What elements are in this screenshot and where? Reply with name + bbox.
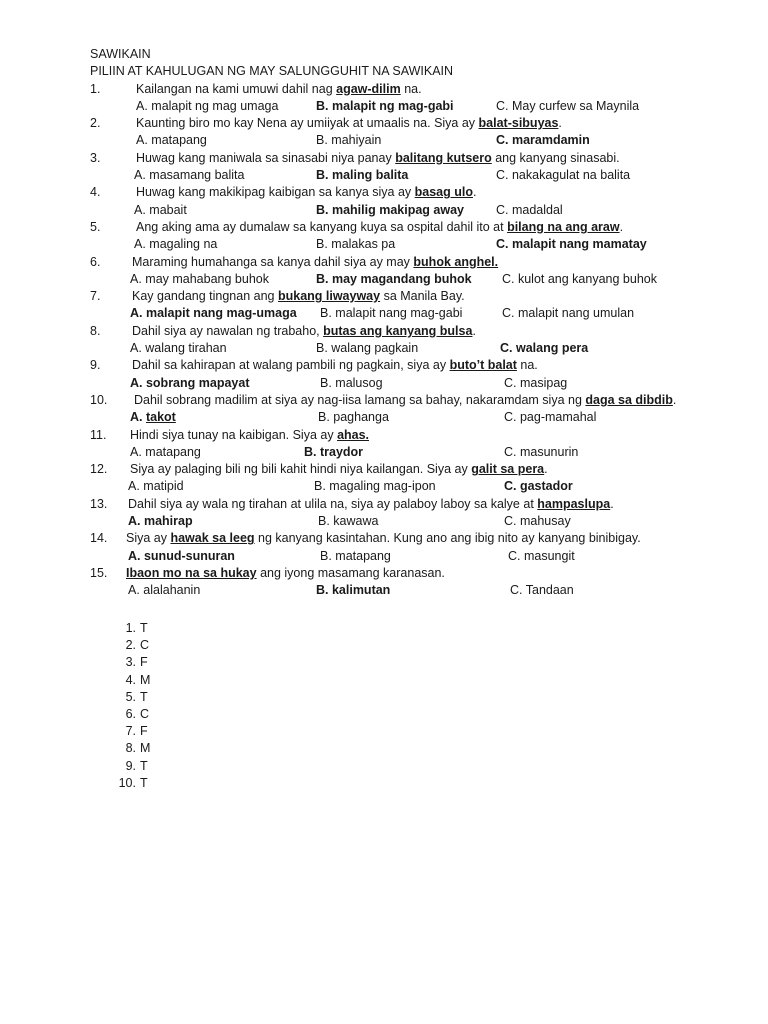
choices-10 — [90, 409, 750, 426]
choice-b: B. may magandang buhok — [316, 271, 472, 286]
choice-b: B. magaling mag-ipon — [314, 479, 436, 494]
question-text-before: Dahil sa kahirapan at walang pambili ng pagkain, siya ay — [132, 358, 450, 373]
choices-11 — [90, 444, 750, 461]
question-number: 3. — [90, 150, 101, 165]
choice-b: B. mahiyain — [316, 133, 382, 148]
question-14 — [90, 530, 750, 547]
choice-b: B. walang pagkain — [316, 341, 419, 356]
question-text-before: Kaunting biro mo kay Nena ay umiiyak at umaalis na. Siya ay — [136, 116, 479, 131]
choice-a: A. matapang — [136, 133, 207, 148]
underlined-idiom: balat-sibuyas — [478, 116, 559, 131]
choice-c: C. masipag — [504, 375, 568, 390]
underlined-idiom: bilang na ang araw — [507, 219, 620, 234]
question-text-before: Dahil siya ay wala ng tirahan at ulila na, siya ay palaboy laboy sa kalye at — [128, 496, 538, 511]
choices-2 — [90, 132, 750, 149]
question-text-before: Huwag kang makikipag kaibigan sa kanya siya ay — [136, 185, 415, 200]
question-text-before: Dahil siya ay nawalan ng trabaho, — [132, 323, 324, 338]
question-text-after: . — [619, 219, 624, 234]
answer-number: 2. — [125, 638, 136, 653]
underlined-idiom: agaw-dilim — [336, 81, 401, 96]
answer-number: 6. — [125, 706, 136, 721]
question-12 — [90, 461, 750, 478]
choice-a: A. sunud-sunuran — [128, 548, 235, 563]
question-text-before: Kay gandang tingnan ang — [132, 289, 278, 304]
choices-13 — [90, 513, 750, 530]
question-15 — [90, 565, 750, 582]
choice-a: A. takot — [130, 410, 176, 425]
question-text — [136, 150, 620, 167]
choices-4 — [90, 202, 750, 219]
question-list — [90, 81, 750, 600]
worksheet-title: SAWIKAIN — [90, 47, 151, 61]
question-1 — [90, 81, 750, 98]
question-text — [130, 427, 369, 444]
underlined-idiom: Ibaon mo na sa hukay — [126, 565, 257, 580]
question-number: 10. — [90, 392, 108, 407]
question-5 — [90, 219, 750, 236]
choice-c: C. madaldal — [496, 202, 563, 217]
choices-14 — [90, 548, 750, 565]
choice-b: B. paghanga — [318, 410, 389, 425]
question-text — [136, 219, 623, 236]
choice-c: C. May curfew sa Maynila — [496, 98, 640, 113]
question-number: 5. — [90, 219, 101, 234]
question-13 — [90, 496, 750, 513]
choice-b: B. kawawa — [318, 514, 379, 529]
choice-c: C. nakakagulat na balita — [496, 168, 631, 183]
question-text-after: ang iyong masamang karanasan. — [256, 565, 445, 580]
answer-value: C — [140, 638, 150, 653]
question-text — [136, 81, 422, 98]
question-text — [130, 461, 548, 478]
choice-a: A. malapit nang mag-umaga — [130, 306, 297, 321]
question-text-after: ng kanyang kasintahan. Kung ano ang ibig nito ay kanyang binibigay. — [254, 531, 641, 546]
worksheet — [90, 46, 750, 600]
choice-c: C. walang pera — [500, 341, 589, 356]
choice-a: A. mabait — [134, 202, 187, 217]
question-text — [132, 288, 465, 305]
question-text — [132, 254, 498, 271]
question-number: 8. — [90, 323, 101, 338]
choice-b: B. malakas pa — [316, 237, 396, 252]
choice-a: A. malapit ng mag umaga — [136, 98, 279, 113]
choices-9 — [90, 375, 750, 392]
question-text-after: . — [544, 462, 548, 477]
underlined-idiom: buhok anghel. — [413, 254, 499, 269]
choices-6 — [90, 271, 750, 288]
choice-a: A. sobrang mapayat — [130, 375, 250, 390]
choice-a: A. may mahabang buhok — [130, 271, 269, 286]
question-text — [132, 323, 476, 340]
choice-c: C. mahusay — [504, 514, 571, 529]
question-text — [126, 530, 641, 547]
choice-a: A. mahirap — [128, 514, 193, 529]
question-text-after: sa Manila Bay. — [380, 289, 465, 304]
question-number: 11. — [90, 427, 107, 442]
worksheet-instruction: PILIIN AT KAHULUGAN NG MAY SALUNGGUHIT NA SAWIKAIN — [90, 64, 454, 79]
question-number: 6. — [90, 254, 101, 269]
answer-number: 4. — [125, 672, 136, 687]
question-text — [128, 496, 614, 513]
choices-8 — [90, 340, 750, 357]
question-2 — [90, 115, 750, 132]
choice-a: A. alalahanin — [128, 583, 201, 598]
choices-3 — [90, 167, 750, 184]
answer-value: F — [140, 655, 148, 670]
answer-value: T — [140, 621, 148, 635]
choice-c: C. kulot ang kanyang buhok — [502, 271, 657, 286]
question-8 — [90, 323, 750, 340]
choice-c: C. malapit nang umulan — [502, 306, 635, 321]
question-number: 12. — [90, 462, 108, 477]
answer-value: C — [140, 706, 150, 721]
answer-number: 9. — [125, 758, 136, 773]
question-number: 2. — [90, 116, 101, 131]
choice-c: C. pag-mamahal — [504, 410, 597, 425]
answer-number: 10. — [118, 775, 136, 790]
question-text-after: na. — [400, 81, 422, 96]
choice-b: B. maling balita — [316, 168, 409, 183]
question-4 — [90, 184, 750, 201]
underlined-idiom: ahas. — [337, 427, 370, 442]
choice-c: C. masunurin — [504, 444, 579, 459]
question-number: 14. — [90, 531, 108, 546]
choice-a: A. walang tirahan — [130, 341, 227, 356]
answer-value: T — [140, 758, 148, 773]
question-9 — [90, 357, 750, 374]
choice-b: B. mahilig makipag away — [316, 202, 464, 217]
choice-b: B. matapang — [320, 548, 391, 563]
answer-value: M — [140, 741, 151, 756]
underlined-idiom: galit sa pera — [471, 462, 545, 477]
question-text-before: Siya ay palaging bili ng bili kahit hindi niya kailangan. Siya ay — [130, 462, 472, 477]
question-text-before: Huwag kang maniwala sa sinasabi niya panay — [136, 150, 396, 165]
answer-number: 3. — [125, 655, 136, 670]
choice-a: A. masamang balita — [134, 168, 245, 183]
question-text-after: . — [472, 323, 476, 338]
choice-a: A. matapang — [130, 444, 201, 459]
question-number: 15. — [90, 565, 108, 580]
choice-c: C. Tandaan — [510, 583, 574, 598]
choice-b: B. malusog — [320, 375, 383, 390]
choice-b: B. traydor — [304, 444, 364, 459]
answer-number: 7. — [125, 724, 136, 739]
question-text-after: ang kanyang sinasabi. — [491, 150, 620, 165]
question-11 — [90, 427, 750, 444]
underlined-idiom: bukang liwayway — [277, 289, 381, 304]
answer-value: T — [140, 775, 148, 790]
question-number: 1. — [90, 81, 101, 96]
question-text — [132, 357, 538, 374]
underlined-idiom: hawak sa leeg — [170, 531, 255, 546]
answer-number: 8. — [125, 741, 136, 756]
underlined-idiom: daga sa dibdib — [585, 392, 673, 407]
question-10 — [90, 392, 750, 409]
choice-b: B. malapit nang mag-gabi — [320, 306, 463, 321]
choice-a: A. matipid — [128, 479, 184, 494]
question-number: 4. — [90, 185, 101, 200]
question-text-before: Siya ay — [126, 531, 171, 546]
choice-a: A. magaling na — [134, 237, 218, 252]
choices-12 — [90, 478, 750, 495]
question-7 — [90, 288, 750, 305]
answer-number: 5. — [125, 689, 136, 704]
question-3 — [90, 150, 750, 167]
choice-c: C. malapit nang mamatay — [496, 237, 647, 252]
choice-b: B. kalimutan — [316, 583, 391, 598]
choices-15 — [90, 582, 750, 599]
choice-b: B. malapit ng mag-gabi — [316, 98, 454, 113]
question-text — [136, 184, 476, 201]
answer-number: 1. — [125, 621, 136, 635]
question-number: 13. — [90, 496, 108, 511]
question-text-before: Ang aking ama ay dumalaw sa kanyang kuya sa ospital dahil ito at — [136, 219, 508, 234]
choices-1 — [90, 98, 750, 115]
question-text-after: na. — [516, 358, 538, 373]
question-text — [134, 392, 676, 409]
underlined-idiom: hampaslupa — [537, 496, 611, 511]
question-text-after: . — [610, 496, 614, 511]
choice-c: C. maramdamin — [496, 133, 590, 148]
question-text-after: . — [558, 116, 562, 131]
question-number: 9. — [90, 358, 101, 373]
choice-c: C. masungit — [508, 548, 575, 563]
question-text-before: Maraming humahanga sa kanya dahil siya ay may — [132, 254, 414, 269]
question-text-before: Kailangan na kami umuwi dahil nag — [136, 81, 337, 96]
answer-value: M — [140, 672, 151, 687]
answer-value: F — [140, 724, 148, 739]
question-text-before: Dahil sobrang madilim at siya ay nag-iisa lamang sa bahay, nakaramdam siya ng — [134, 392, 586, 407]
question-6 — [90, 254, 750, 271]
choices-7 — [90, 305, 750, 322]
choice-c: C. gastador — [504, 479, 573, 494]
underlined-idiom: butas ang kanyang bulsa — [323, 323, 473, 338]
answer-value: T — [140, 689, 148, 704]
underlined-idiom: buto’t balat — [449, 358, 517, 373]
question-text-after: . — [472, 185, 477, 200]
underlined-idiom: basag ulo — [414, 185, 473, 200]
question-text-before: Hindi siya tunay na kaibigan. Siya ay — [130, 427, 338, 442]
question-number: 7. — [90, 289, 101, 304]
choices-5 — [90, 236, 750, 253]
question-text-after: . — [672, 392, 677, 407]
question-text — [136, 115, 562, 132]
underlined-idiom: balitang kutsero — [395, 150, 492, 165]
question-text — [126, 565, 445, 582]
